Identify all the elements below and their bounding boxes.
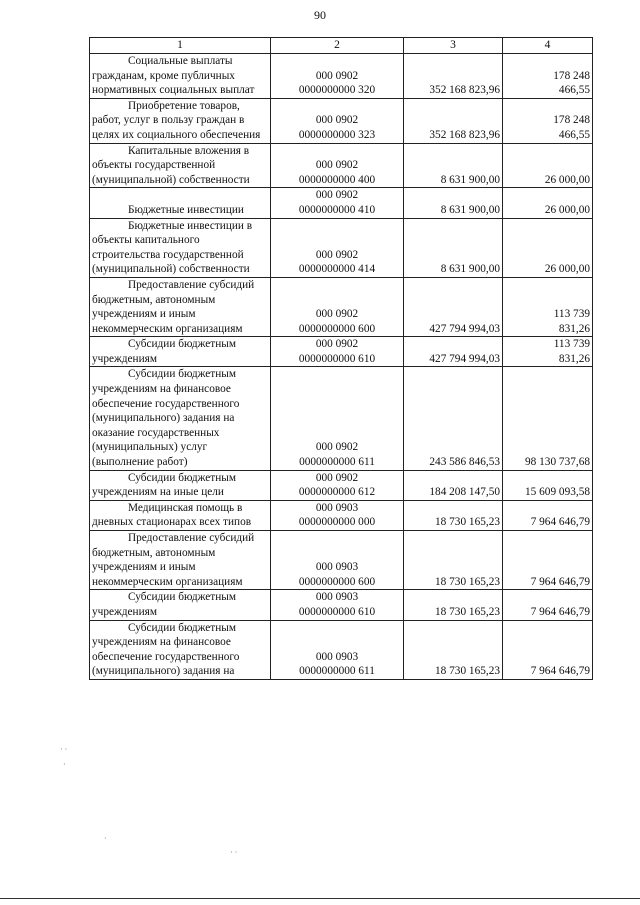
row-name: Субсидии бюджетным учреждениям на иные цели [90, 470, 271, 500]
row-code [271, 337, 404, 367]
amount4-part-2: 7 964 646,79 [530, 575, 590, 588]
row-code [271, 367, 404, 470]
row-name: Субсидии бюджетным учреждениям [90, 337, 271, 367]
table-header-row [90, 38, 593, 54]
row-amount-col4 [503, 620, 593, 679]
code-part-1: 000 0903 [315, 591, 359, 604]
code-part-1: 000 0903 [315, 650, 359, 663]
row-name: Социальные выплаты гражданам, кроме публичных нормативных социальных выплат [90, 54, 271, 99]
column-header: 4 [503, 38, 593, 54]
row-code [271, 188, 404, 218]
code-part-1: 000 0902 [315, 471, 359, 484]
amount4-part-2: 98 130 737,68 [525, 456, 590, 469]
row-amount-col4 [503, 590, 593, 620]
amount4-part-1: 113 739 [553, 338, 590, 351]
row-name: Бюджетные инвестиции в объекты капитального строительства государственной (муниципальной) собственности [90, 218, 271, 277]
code-part-2: 0000000000 414 [298, 263, 376, 276]
column-header: 2 [271, 38, 404, 54]
row-code [271, 143, 404, 188]
row-amount-col3: 243 586 846,53 [404, 367, 503, 470]
row-name: Бюджетные инвестиции [90, 188, 271, 218]
row-name: Предоставление субсидий бюджетным, автономным учреждениям и иным некоммерческим организациям [90, 277, 271, 336]
table-row [90, 367, 593, 470]
row-name: Медицинская помощь в дневных стационарах всех типов [90, 500, 271, 530]
row-amount-col3: 18 730 165,23 [404, 500, 503, 530]
code-part-2: 0000000000 611 [299, 456, 375, 469]
row-name: Субсидии бюджетным учреждениям на финансовое обеспечение государственного (муниципального) задания на [90, 620, 271, 679]
table-row [90, 143, 593, 188]
row-name: Субсидии бюджетным учреждениям на финансовое обеспечение государственного (муниципального) задания на оказание государственных (муниципальных) услуг (выполнение работ) [90, 367, 271, 470]
row-amount-col3: 427 794 994,03 [404, 277, 503, 336]
row-amount-col3: 18 730 165,23 [404, 531, 503, 590]
row-code [271, 500, 404, 530]
amount4-part-1: 113 739 [553, 308, 590, 321]
table-row [90, 470, 593, 500]
row-name: Приобретение товаров, работ, услуг в пользу граждан в целях их социального обеспечения [90, 98, 271, 143]
row-code [271, 531, 404, 590]
code-part-2: 0000000000 410 [298, 203, 376, 216]
amount4-part-2: 7 964 646,79 [530, 665, 590, 678]
amount4-part-2: 15 609 093,58 [525, 486, 590, 499]
row-code [271, 620, 404, 679]
column-header: 3 [404, 38, 503, 54]
scan-edge-line [0, 898, 640, 899]
row-amount-col4 [503, 470, 593, 500]
amount4-part-2: 7 964 646,79 [530, 516, 590, 529]
code-part-1: 000 0902 [315, 114, 359, 127]
table-row [90, 337, 593, 367]
code-part-1: 000 0902 [315, 308, 359, 321]
scan-speck: · · [60, 745, 68, 754]
row-amount-col3: 8 631 900,00 [404, 143, 503, 188]
page-number: 90 [314, 8, 326, 22]
code-part-1: 000 0902 [315, 338, 359, 351]
row-code [271, 470, 404, 500]
row-amount-col4 [503, 218, 593, 277]
amount4-part-2: 26 000,00 [544, 173, 590, 186]
table-row [90, 277, 593, 336]
code-part-1: 000 0903 [315, 561, 359, 574]
row-name: Субсидии бюджетным учреждениям [90, 590, 271, 620]
amount4-part-1: 178 248 [553, 114, 590, 127]
code-part-2: 0000000000 323 [298, 128, 376, 141]
row-amount-col3: 8 631 900,00 [404, 218, 503, 277]
amount4-part-2: 7 964 646,79 [530, 605, 590, 618]
budget-table [89, 37, 593, 680]
code-part-2: 0000000000 600 [298, 575, 376, 588]
code-part-1: 000 0902 [315, 159, 359, 172]
row-amount-col3: 184 208 147,50 [404, 470, 503, 500]
amount4-part-2: 831,26 [558, 352, 590, 365]
amount4-part-1: 178 248 [553, 69, 590, 82]
row-name: Капитальные вложения в объекты государственной (муниципальной) собственности [90, 143, 271, 188]
code-part-1: 000 0903 [315, 501, 359, 514]
row-amount-col4 [503, 500, 593, 530]
table-row [90, 620, 593, 679]
row-amount-col4 [503, 367, 593, 470]
table-row [90, 218, 593, 277]
code-part-2: 0000000000 610 [298, 352, 376, 365]
amount4-part-2: 831,26 [558, 322, 590, 335]
amount4-part-2: 466,55 [558, 84, 590, 97]
row-code [271, 590, 404, 620]
code-part-2: 0000000000 600 [298, 322, 376, 335]
column-header: 1 [90, 38, 271, 54]
code-part-2: 0000000000 400 [298, 173, 376, 186]
amount4-part-2: 26 000,00 [544, 263, 590, 276]
row-code [271, 98, 404, 143]
row-amount-col4 [503, 188, 593, 218]
row-amount-col3: 8 631 900,00 [404, 188, 503, 218]
table-row [90, 590, 593, 620]
row-name: Предоставление субсидий бюджетным, автономным учреждениям и иным некоммерческим организациям [90, 531, 271, 590]
row-amount-col4 [503, 98, 593, 143]
row-amount-col3: 352 168 823,96 [404, 54, 503, 99]
amount4-part-2: 466,55 [558, 128, 590, 141]
code-part-2: 0000000000 320 [298, 84, 376, 97]
table-row [90, 500, 593, 530]
row-amount-col3: 427 794 994,03 [404, 337, 503, 367]
row-amount-col3: 352 168 823,96 [404, 98, 503, 143]
row-code [271, 277, 404, 336]
row-amount-col4 [503, 337, 593, 367]
table-row [90, 531, 593, 590]
table-body [90, 54, 593, 680]
amount4-part-2: 26 000,00 [544, 203, 590, 216]
table-row [90, 188, 593, 218]
code-part-1: 000 0902 [315, 69, 359, 82]
scan-speck: · [104, 834, 107, 843]
scan-speck: · · [230, 848, 238, 857]
code-part-2: 0000000000 611 [299, 665, 375, 678]
code-part-2: 0000000000 612 [298, 486, 376, 499]
row-amount-col4 [503, 143, 593, 188]
row-code [271, 54, 404, 99]
row-amount-col3: 18 730 165,23 [404, 590, 503, 620]
code-part-2: 0000000000 000 [298, 516, 376, 529]
row-code [271, 218, 404, 277]
code-part-1: 000 0902 [315, 248, 359, 261]
row-amount-col4 [503, 531, 593, 590]
table-row [90, 54, 593, 99]
row-amount-col4 [503, 54, 593, 99]
code-part-1: 000 0902 [315, 189, 359, 202]
code-part-2: 0000000000 610 [298, 605, 376, 618]
table-row [90, 98, 593, 143]
row-amount-col4 [503, 277, 593, 336]
scan-speck: · [63, 760, 66, 769]
code-part-1: 000 0902 [315, 441, 359, 454]
row-amount-col3: 18 730 165,23 [404, 620, 503, 679]
